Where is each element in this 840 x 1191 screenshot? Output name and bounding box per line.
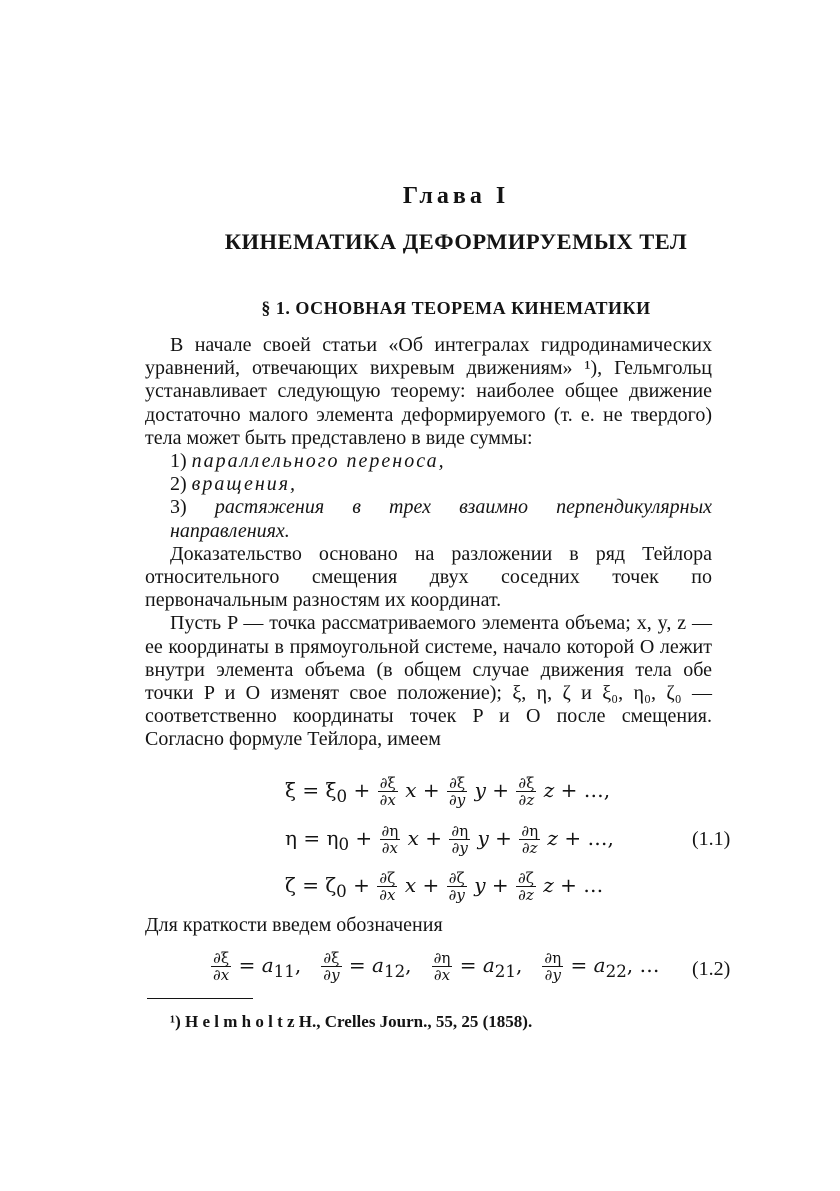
equation-eta: $\eta = \eta_0$ + $\frac{\partial\eta}{\partial x}$ x + $\frac{\partial\eta}{\partial y}$ y + $\frac{\partial\eta}{\partial z}$ z + …, <box>285 822 614 857</box>
paragraph-4-wrap <box>145 914 712 937</box>
equation-xi: $\xi = \xi_0$ + $\frac{\partial\xi}{\partial x}$ x + $\frac{\partial\xi}{\partial y}$ y + $\frac{\partial\xi}{\partial z}$ z + …, <box>285 774 611 809</box>
chapter-heading: Глава I <box>402 183 510 209</box>
list-item-3: 3) растяжения в трех взаимно перпендикулярных направлениях. <box>170 496 713 542</box>
section-heading: § 1. ОСНОВНАЯ ТЕОРЕМА КИНЕМАТИКИ <box>261 298 651 318</box>
footnote: ¹) H e l m h o l t z H., Crelles Journ., 55, 25 (1858). <box>170 1012 533 1031</box>
equation-number-1-2: (1.2) <box>692 958 731 980</box>
paragraph-1: В начале своей статьи «Об интегралах гидродинамических уравнений, отвечающих вихревым движениям» ¹), Гельмгольц устанавливает следующую теорему: наиболее общее движение достаточно малого элемента деформируемого (т. е. не твердого) тела может быть представлено в виде суммы: <box>145 334 712 449</box>
chapter-title: КИНЕМАТИКА ДЕФОРМИРУЕМЫХ ТЕЛ <box>224 229 688 254</box>
paragraph-4: Для краткости введем обозначения <box>145 914 443 936</box>
list-item-1: 1) параллельного переноса, <box>170 450 446 473</box>
list-item-2: 2) вращения, <box>170 473 298 496</box>
equation-number-1-1: (1.1) <box>692 828 731 850</box>
equation-notation: $\frac{\partial\xi}{\partial x}$ = $a_{11}$, $\frac{\partial\xi}{\partial y}$ = $a_{12}$, $\frac{\partial\eta}{\partial x}$ = $a_{21}$, $\frac{\partial\eta}{\partial y}$ = $a_{22}$, … <box>213 949 660 984</box>
equation-zeta: $\zeta = \zeta_0$ + $\frac{\partial\zeta}{\partial x}$ x + $\frac{\partial\zeta}{\partial y}$ y + $\frac{\partial\zeta}{\partial z}$ z + … <box>285 869 604 904</box>
footnote-rule <box>147 998 253 999</box>
paragraph-intro <box>145 334 712 752</box>
paragraph-2: Доказательство основано на разложении в ряд Тейлора относительного смещения двух соседних точек по первоначальным разностям их координат. <box>145 542 712 612</box>
paragraph-3: Пусть P — точка рассматриваемого элемента объема; x, y, z — ее координаты в прямоугольной системе, начало которой O лежит внутри элемента объема (в общем случае движения тела обе точки P и O изменят свое положение); ξ, η, ζ и ξ₀, η₀, ζ₀ — соответственно координаты точек P и O после смещения. Согласно формуле Тейлора, имеем <box>145 612 712 751</box>
